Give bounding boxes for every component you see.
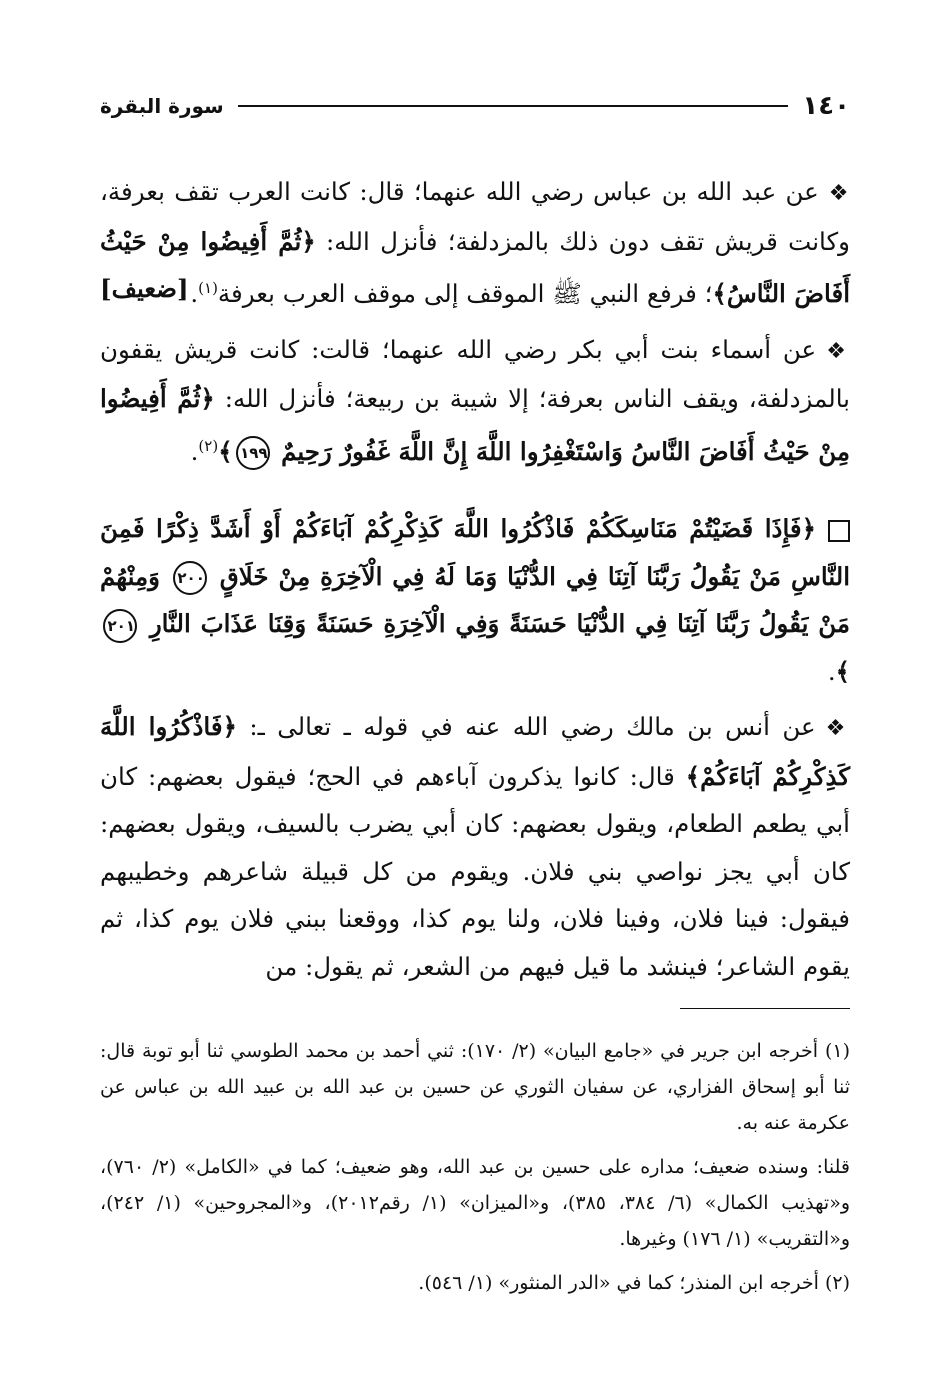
surah-title: سورة البقرة (100, 94, 224, 118)
ayah-number-marker: ١٩٩ (236, 436, 270, 470)
verse-part-2: وَمِنْهُمْ مَنْ يَقُولُ رَبَّنَا آتِنَا فِي الدُّنْيَا حَسَنَةً وَفِي الْآخِرَةِ حَسَنَةً وَقِنَا عَذَابَ النَّارِ (100, 561, 851, 639)
quran-open-bracket: ﴿ (301, 226, 316, 256)
hadith-anas (100, 703, 850, 990)
period: . (827, 656, 836, 686)
footnote-number: (٢) (824, 1272, 850, 1295)
quran-open-bracket: ﴿ (200, 384, 215, 414)
hadith-text: عن أنس بن مالك رضي الله عنه في قوله ـ تعالى ـ: (249, 712, 816, 742)
period: . (190, 436, 199, 466)
footnote-number: (١) (824, 1040, 851, 1063)
footnote-divider (680, 1008, 850, 1009)
ayah-number-marker: ٢٠١ (103, 609, 137, 643)
footnotes (100, 1033, 850, 1301)
hadith-text-continued: ؛ فرفع النبي ﷺ الموقف إلى موقف العرب بعرفة (217, 279, 713, 309)
diamond-bullet-icon: ❖ (826, 338, 850, 364)
footnote-1-note (100, 1149, 850, 1257)
square-verse-marker-icon (828, 520, 850, 542)
quran-close-bracket: ﴾ (218, 436, 233, 466)
footnote-note-text: قلنا: وسنده ضعيف؛ مداره على حسين بن عبد الله، وهو ضعيف؛ كما في «الكامل» (٢/ ٧٦٠)، و«تهذيب الكمال» (٦/ ٣٨٤، ٣٨٥)، و«الميزان» (١/ رقم٢٠١٢)، و«المجروحين» (١/ ٢٤٢)، و«التقريب» (١/ ١٧٦) وغيرها. (100, 1156, 850, 1251)
book-page (100, 88, 850, 1301)
footnote-2 (100, 1265, 850, 1301)
page-header (100, 88, 850, 124)
diamond-bullet-icon: ❖ (828, 181, 850, 206)
grade-label: [ضعيف] (100, 274, 189, 303)
verse-part-1: فَإِذَا قَضَيْتُمْ مَنَاسِكَكُمْ فَاذْكُرُوا اللَّهَ كَذِكْرِكُمْ آبَاءَكُمْ أَوْ أَشَدَّ ذِكْرًا فَمِنَ النَّاسِ مَنْ يَقُولُ رَبَّنَا آتِنَا فِي الدُّنْيَا وَمَا لَهُ فِي الْآخِرَةِ مِنْ خَلَاقٍ (100, 514, 850, 591)
footnote-text: أخرجه ابن جرير في «جامع البيان» (٢/ ١٧٠): ثني أحمد بن محمد الطوسي ثنا أبو توبة قال: ثنا أبو إسحاق الفزاري، عن سفيان الثوري عن حسين بن عبد الله بن عبيد الله بن عباس عن عكرمة عنه به. (100, 1040, 850, 1135)
verse-block (100, 505, 850, 695)
hadith-text: عن أسماء بنت أبي بكر رضي الله عنهما؛ قالت: كانت قريش يقفون بالمزدلفة، ويقف الناس بعرفة؛ إلا شيبة بن ربيعة؛ فأنزل الله: (100, 334, 850, 414)
quran-close-bracket: ﴾ (685, 761, 701, 791)
quran-open-bracket: ﴿ (222, 712, 237, 742)
footnote-text: أخرجه ابن المنذر؛ كما في «الدر المنثور» (١/ ٥٤٦). (418, 1272, 819, 1295)
quran-close-bracket: ﴾ (712, 279, 727, 309)
footnote-ref[interactable]: (٢) (198, 436, 219, 455)
hadith-text: عن عبد الله بن عباس رضي الله عنهما؛ قال: كانت العرب تقف بعرفة، وكانت قريش تقف دون ذلك بالمزدلفة؛ فأنزل الله: (100, 177, 850, 256)
ayah-number-marker: ٢٠٠ (173, 561, 207, 595)
footnote-1 (100, 1033, 850, 1141)
main-text (100, 168, 850, 990)
hadith-asma (100, 326, 850, 476)
quran-text: ثُمَّ أَفِيضُوا مِنْ حَيْثُ أَفَاضَ النَّاسُ (100, 226, 850, 309)
footnote-ref[interactable]: (١) (198, 279, 218, 297)
header-rule (238, 105, 789, 107)
verse-text (100, 514, 850, 686)
page-number: ١٤٠ (802, 91, 850, 121)
hadith-ibn-abbas (100, 168, 850, 318)
quran-text: فَاذْكُرُوا اللَّهَ كَذِكْرِكُمْ آبَاءَكُمْ (100, 712, 850, 791)
diamond-bullet-icon: ❖ (825, 716, 850, 742)
quran-close-bracket: ﴾ (835, 656, 850, 686)
period: . (190, 279, 199, 309)
hadith-text-continued: قال: كانوا يذكرون آباءهم في الحج؛ فيقول بعضهم: كان أبي يطعم الطعام، ويقول بعضهم: كان أبي يضرب بالسيف، ويقول بعضهم: كان أبي يجز نواصي بني فلان. ويقوم من كل قبيلة شاعرهم وخطيبهم فيقول: فينا فلان، وفينا فلان، ولنا يوم كذا، ووقعنا ببني فلان يوم كذا، ثم يقوم الشاعر؛ فينشد ما قيل فيهم من الشعر، ثم يقول: من (100, 761, 850, 981)
quran-text: ثُمَّ أَفِيضُوا مِنْ حَيْثُ أَفَاضَ النَّاسُ وَاسْتَغْفِرُوا اللَّهَ إِنَّ اللَّهَ غَفُورٌ رَحِيمٌ (100, 384, 850, 466)
quran-open-bracket: ﴿ (801, 514, 816, 544)
